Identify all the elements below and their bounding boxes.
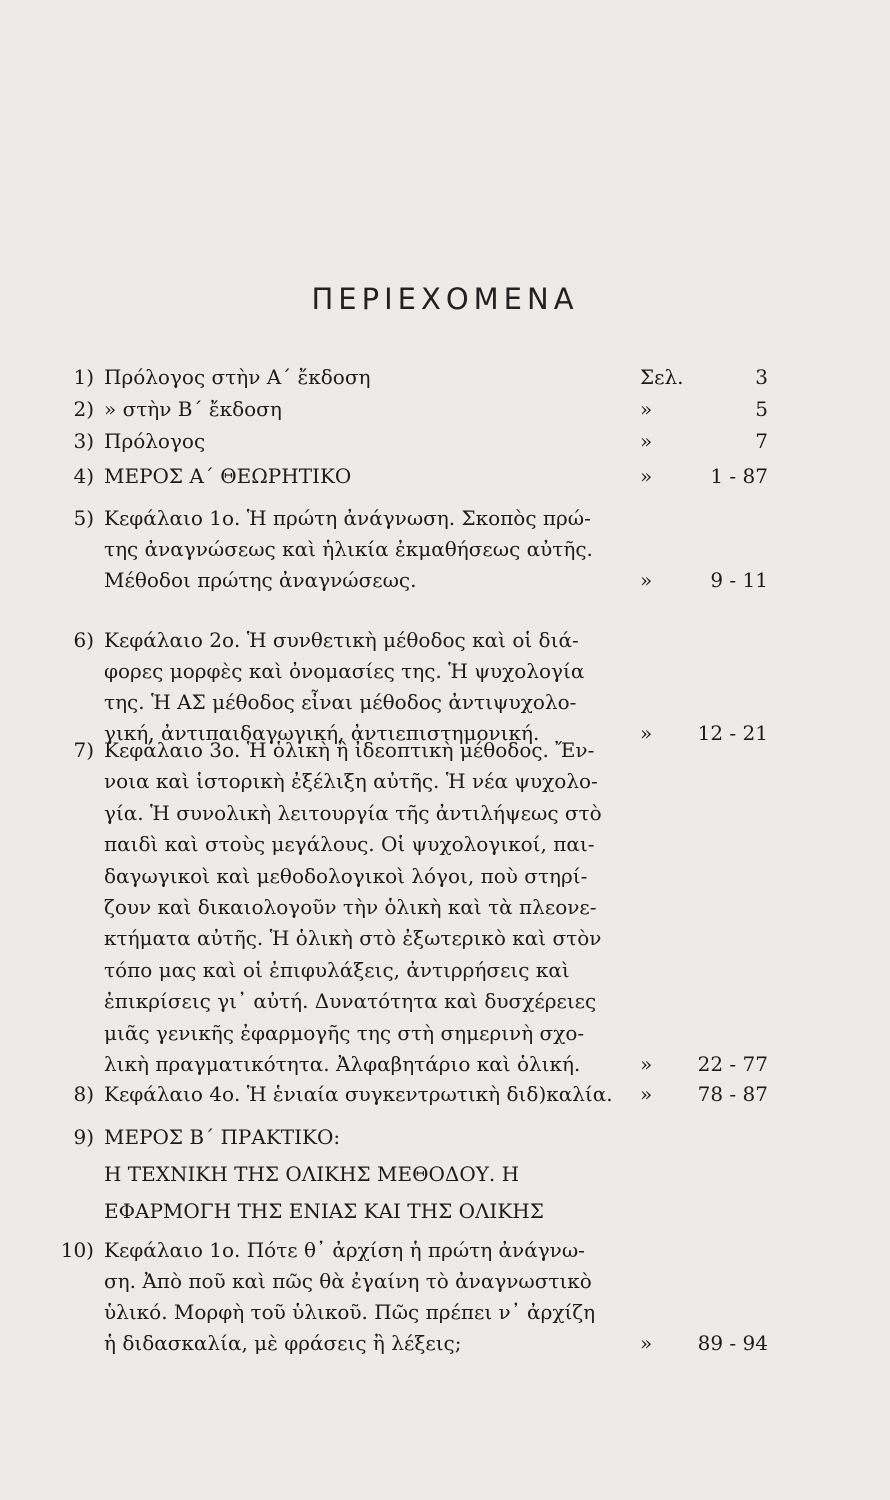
page-number: 22 - 77	[697, 1052, 768, 1076]
page-number: 7	[755, 429, 768, 453]
ditto-mark: »	[640, 464, 653, 488]
entry-text-line: Πρόλογος	[104, 429, 206, 453]
entry-text-line: Κεφάλαιο 2ο. Ἡ συνθετικὴ μέθοδος καὶ οἱ διά-	[104, 628, 579, 652]
entry-number: 3)	[73, 429, 94, 453]
entry-text-line: παιδὶ καὶ στοὺς μεγάλους. Οἱ ψυχολογικοί, παι-	[104, 832, 595, 857]
ditto-mark: »	[640, 1052, 653, 1076]
ditto-mark: »	[640, 568, 653, 592]
ditto-mark: »	[640, 1331, 653, 1355]
entry-number: 5)	[73, 506, 94, 530]
ditto-mark: »	[640, 429, 653, 453]
entry-number: 7)	[73, 738, 94, 762]
page-title: ΠΕΡΙΕΧΟΜΕΝΑ	[311, 282, 579, 316]
entry-text-line: Η ΤΕΧΝΙΚΗ ΤΗΣ ΟΛΙΚΗΣ ΜΕΘΟΔΟΥ. Η	[104, 1162, 520, 1186]
entry-text-line: φορες μορφὲς καὶ ὀνομασίες της. Ἡ ψυχολογία	[104, 659, 585, 683]
entry-text-line: Κεφάλαιο 4ο. Ἡ ἑνιαία συγκεντρωτικὴ διδ)καλία.	[104, 1082, 613, 1106]
entry-text-line: μιᾶς γενικῆς ἐφαρμογῆς της στὴ σημερινὴ σχο-	[104, 1020, 585, 1045]
entry-text-line: ΕΦΑΡΜΟΓΗ ΤΗΣ ΕΝΙΑΣ ΚΑΙ ΤΗΣ ΟΛΙΚΗΣ	[104, 1199, 544, 1223]
entry-number: 2)	[73, 397, 94, 421]
entry-text-line: νοια καὶ ἱστορικὴ ἐξέλιξη αὐτῆς. Ἡ νέα ψυχολο-	[104, 769, 598, 794]
entry-text-line: δαγωγικοὶ καὶ μεθοδολογικοὶ λόγοι, ποὺ στηρί-	[104, 863, 588, 888]
page-number: 5	[755, 397, 768, 421]
ditto-mark: »	[640, 721, 653, 745]
entry-text-line: Μέθοδοι πρώτης ἀναγνώσεως.	[104, 568, 417, 592]
page-number: 3	[755, 365, 768, 389]
page-number: 89 - 94	[697, 1331, 768, 1355]
entry-text-line: ὑλικό. Μορφὴ τοῦ ὑλικοῦ. Πῶς πρέπει ν᾿ ἀρχίζη	[104, 1300, 596, 1324]
ditto-mark: »	[640, 1082, 653, 1106]
entry-text-line: » στὴν Β΄ ἔκδοση	[104, 397, 282, 421]
entry-text-line: λικὴ πραγματικότητα. Ἀλφαβητάριο καὶ ὁλική.	[104, 1052, 581, 1076]
entry-text-line: ΜΕΡΟΣ Β΄ ΠΡΑΚΤΙΚΟ:	[104, 1125, 341, 1149]
entry-text-line: ἐπικρίσεις γι᾿ αὐτή. Δυνατότητα καὶ δυσχέρειες	[104, 989, 597, 1014]
entry-number: 8)	[73, 1082, 94, 1106]
ditto-mark: »	[640, 397, 653, 421]
entry-text-line: γική, ἀντιπαιδαγωγική, ἀντιεπιστημονική.	[104, 721, 540, 745]
entry-text-line: Κεφάλαιο 1ο. Πότε θ᾿ ἀρχίση ἡ πρώτη ἀνάγνω-	[104, 1238, 585, 1262]
entry-text-line: κτήματα αὐτῆς. Ἡ ὁλικὴ στὸ ἐξωτερικὸ καὶ στὸν	[104, 926, 602, 951]
entry-number: 6)	[73, 628, 94, 652]
entry-number: 10)	[60, 1238, 94, 1262]
entry-text-line: Κεφάλαιο 3ο. Ἡ ὁλικὴ ἢ ἰδεοπτικὴ μέθοδος. Ἔν-	[104, 738, 595, 762]
entry-text-line: Κεφάλαιο 1ο. Ἡ πρώτη ἀνάγνωση. Σκοπὸς πρώ-	[104, 506, 591, 530]
entry-text-line: ΜΕΡΟΣ Α΄ ΘΕΩΡΗΤΙΚΟ	[104, 464, 352, 488]
entry-text-line: ση. Ἀπὸ ποῦ καὶ πῶς θὰ ἐγαίνη τὸ ἀναγνωστικὸ	[104, 1269, 592, 1293]
page-number: 78 - 87	[697, 1082, 768, 1106]
entry-text-line: της. Ἡ ΑΣ μέθοδος εἶναι μέθοδος ἀντιψυχολο-	[104, 690, 577, 714]
entry-text-line: της ἀναγνώσεως καὶ ἡλικία ἐκμαθήσεως αὐτῆς.	[104, 537, 593, 561]
entry-text-line: ζουν καὶ δικαιολογοῦν τὴν ὁλικὴ καὶ τὰ πλεονε-	[104, 895, 597, 919]
page-number: 9 - 11	[710, 568, 768, 592]
entry-number: 9)	[73, 1125, 94, 1149]
entry-number: 1)	[73, 365, 94, 389]
entry-number: 4)	[73, 464, 94, 488]
entry-text-line: ἡ διδασκαλία, μὲ φράσεις ἢ λέξεις;	[104, 1331, 462, 1355]
page-number: 1 - 87	[710, 464, 768, 488]
page-column-label: Σελ.	[640, 365, 684, 389]
entry-text-line: Πρόλογος στὴν Α΄ ἔκδοση	[104, 365, 371, 389]
entry-text-line: τόπο μας καὶ οἱ ἐπιφυλάξεις, ἀντιρρήσεις καὶ	[104, 957, 570, 982]
page-number: 12 - 21	[697, 721, 768, 745]
entry-text-line: γία. Ἡ συνολικὴ λειτουργία τῆς ἀντιλήψεως στὸ	[104, 800, 602, 825]
